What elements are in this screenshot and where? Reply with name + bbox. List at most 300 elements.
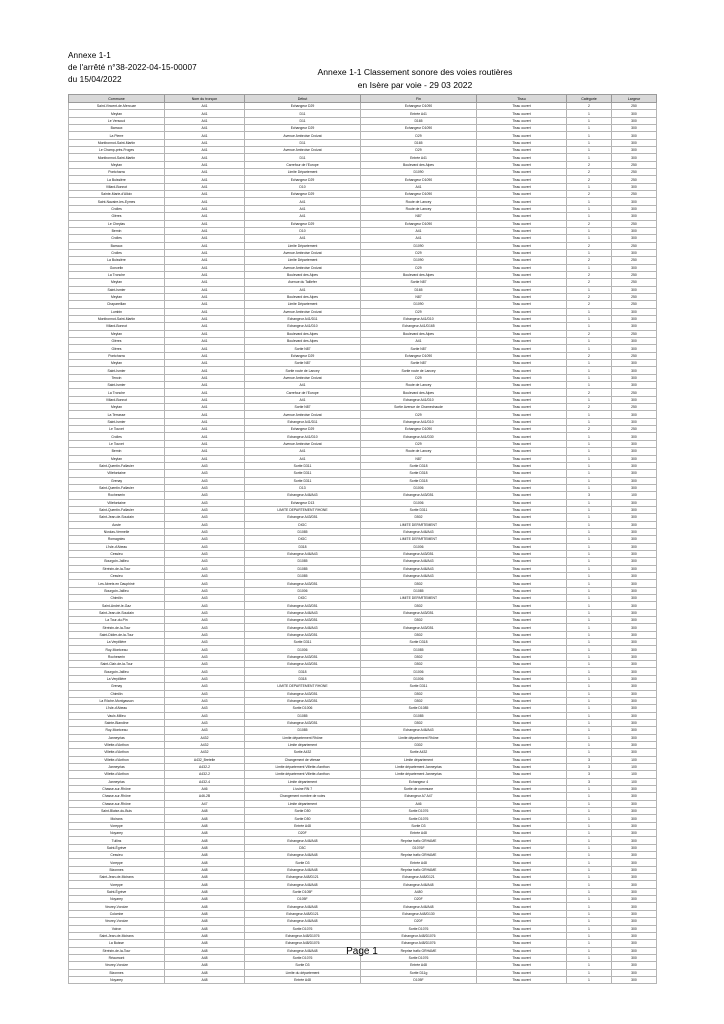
- noise-classification-table: [68, 94, 657, 984]
- table-cell-4: Tissu ouvert: [477, 528, 567, 535]
- table-cell-3: Boulevard des Alpes: [361, 389, 477, 396]
- table-row: [69, 367, 657, 374]
- table-cell-5: 2: [567, 330, 612, 337]
- table-cell-6: 300: [612, 881, 657, 888]
- table-cell-6: 300: [612, 749, 657, 756]
- table-row: [69, 191, 657, 198]
- table-cell-4: Tissu ouvert: [477, 191, 567, 198]
- table-cell-0: Bizonnes: [69, 866, 165, 873]
- table-row: [69, 565, 657, 572]
- table-cell-5: 1: [567, 125, 612, 132]
- table-cell-4: Tissu ouvert: [477, 543, 567, 550]
- table-cell-6: 300: [612, 213, 657, 220]
- table-cell-4: Tissu ouvert: [477, 763, 567, 770]
- table-cell-3: Sortie D1076: [361, 808, 477, 815]
- table-row: [69, 962, 657, 969]
- table-cell-2: Avenue Ambroise Croizat: [245, 440, 361, 447]
- table-cell-3: LIMITE DEPARTEMENT: [361, 536, 477, 543]
- table-cell-0: Janneyrias: [69, 763, 165, 770]
- table-cell-3: D1006: [361, 675, 477, 682]
- table-row: [69, 749, 657, 756]
- table-cell-3: Sortie D1076: [361, 954, 477, 961]
- column-header-commune: Commune: [69, 95, 165, 103]
- table-cell-3: D1006: [361, 499, 477, 506]
- table-cell-6: 100: [612, 763, 657, 770]
- table-cell-4: Tissu ouvert: [477, 227, 567, 234]
- table-cell-1: A41: [165, 264, 245, 271]
- table-cell-0: Sérézin-de-la-Tour: [69, 947, 165, 954]
- table-cell-6: 100: [612, 771, 657, 778]
- table-cell-2: D1085: [245, 558, 361, 565]
- table-cell-3: Echangeur A41/D30: [361, 433, 477, 440]
- table-cell-6: 300: [612, 837, 657, 844]
- table-cell-6: 250: [612, 191, 657, 198]
- table-cell-2: A41: [245, 235, 361, 242]
- table-cell-4: Tissu ouvert: [477, 697, 567, 704]
- page-title: [250, 66, 580, 93]
- table-cell-1: A43: [165, 609, 245, 616]
- table-cell-6: 300: [612, 976, 657, 983]
- table-cell-5: 1: [567, 117, 612, 124]
- table-cell-4: Tissu ouvert: [477, 315, 567, 322]
- table-cell-5: 1: [567, 440, 612, 447]
- table-cell-3: Reprise trafic GRHAME: [361, 947, 477, 954]
- table-cell-4: Tissu ouvert: [477, 293, 567, 300]
- table-cell-6: 300: [612, 808, 657, 815]
- table-row: [69, 741, 657, 748]
- table-cell-5: 1: [567, 976, 612, 983]
- table-cell-2: Sortie N87: [245, 360, 361, 367]
- table-cell-5: 3: [567, 778, 612, 785]
- table-cell-4: Tissu ouvert: [477, 859, 567, 866]
- table-cell-1: A43: [165, 639, 245, 646]
- table-row: [69, 756, 657, 763]
- table-cell-4: Tissu ouvert: [477, 345, 567, 352]
- table-cell-0: Saint-Quentin-Fallavier: [69, 462, 165, 469]
- table-cell-1: A43: [165, 492, 245, 499]
- table-row: [69, 462, 657, 469]
- table-cell-1: A41: [165, 279, 245, 286]
- table-row: [69, 712, 657, 719]
- table-cell-6: 300: [612, 947, 657, 954]
- table-cell-4: Tissu ouvert: [477, 205, 567, 212]
- table-cell-3: Echangeur A46/A48: [361, 903, 477, 910]
- table-cell-0: Pontcharra: [69, 169, 165, 176]
- table-cell-0: Saint-Nazaire-les-Eymes: [69, 198, 165, 205]
- table-cell-0: Chapareillan: [69, 301, 165, 308]
- table-cell-1: A48: [165, 925, 245, 932]
- table-row: [69, 918, 657, 925]
- table-cell-5: 2: [567, 404, 612, 411]
- table-cell-0: La Buissière: [69, 176, 165, 183]
- table-cell-0: Noyarey: [69, 896, 165, 903]
- page-title-line1: Annexe 1-1 Classement sonore des voies routières: [317, 67, 513, 77]
- table-cell-2: Echangeur A41/D11: [245, 315, 361, 322]
- table-row: [69, 587, 657, 594]
- table-cell-5: 2: [567, 220, 612, 227]
- table-cell-6: 300: [612, 462, 657, 469]
- table-cell-3: D165: [361, 117, 477, 124]
- table-cell-6: 300: [612, 822, 657, 829]
- table-cell-5: 1: [567, 683, 612, 690]
- table-cell-4: Tissu ouvert: [477, 301, 567, 308]
- table-cell-0: Meylan: [69, 404, 165, 411]
- table-cell-0: L'Isle-d'Abeau: [69, 705, 165, 712]
- table-cell-2: A41: [245, 198, 361, 205]
- table-cell-2: Echangeur A43/D51: [245, 602, 361, 609]
- table-cell-0: Villette-d'Anthon: [69, 749, 165, 756]
- table-cell-6: 250: [612, 169, 657, 176]
- table-cell-1: A41: [165, 330, 245, 337]
- table-cell-1: A41: [165, 374, 245, 381]
- table-cell-4: Tissu ouvert: [477, 132, 567, 139]
- table-row: [69, 411, 657, 418]
- table-row: [69, 183, 657, 190]
- table-cell-1: A41: [165, 110, 245, 117]
- table-cell-3: D29: [361, 308, 477, 315]
- table-cell-6: 250: [612, 242, 657, 249]
- table-cell-0: Rocheserin: [69, 492, 165, 499]
- table-row: [69, 242, 657, 249]
- table-cell-2: Limite Département: [245, 301, 361, 308]
- table-cell-1: A43: [165, 550, 245, 557]
- table-cell-4: Tissu ouvert: [477, 433, 567, 440]
- table-cell-0: Voreppe: [69, 859, 165, 866]
- table-cell-0: La Buisse: [69, 940, 165, 947]
- table-cell-1: A432: [165, 734, 245, 741]
- table-cell-1: A48: [165, 822, 245, 829]
- table-cell-5: 1: [567, 925, 612, 932]
- table-cell-6: 300: [612, 785, 657, 792]
- table-cell-0: Sérézin-de-la-Tour: [69, 624, 165, 631]
- table-cell-0: Montbonnot-Saint-Martin: [69, 139, 165, 146]
- table-cell-5: 1: [567, 727, 612, 734]
- table-cell-5: 1: [567, 154, 612, 161]
- table-cell-0: Noyarey: [69, 830, 165, 837]
- table-cell-5: 1: [567, 741, 612, 748]
- table-row: [69, 969, 657, 976]
- table-cell-6: 250: [612, 352, 657, 359]
- table-cell-4: Tissu ouvert: [477, 808, 567, 815]
- table-cell-3: Sortie D318: [361, 462, 477, 469]
- table-cell-6: 300: [612, 719, 657, 726]
- table-cell-1: A48: [165, 910, 245, 917]
- table-cell-3: Sortie D318: [361, 470, 477, 477]
- table-cell-6: 250: [612, 176, 657, 183]
- table-cell-6: 300: [612, 396, 657, 403]
- table-cell-4: Tissu ouvert: [477, 308, 567, 315]
- table-cell-6: 300: [612, 690, 657, 697]
- table-cell-3: D29: [361, 147, 477, 154]
- table-cell-5: 1: [567, 506, 612, 513]
- table-cell-5: 1: [567, 719, 612, 726]
- table-row: [69, 734, 657, 741]
- table-cell-2: Sortie D311: [245, 477, 361, 484]
- table-cell-0: Chasse-sur-Rhône: [69, 800, 165, 807]
- table-cell-1: A43: [165, 602, 245, 609]
- table-cell-0: Janneyrias: [69, 734, 165, 741]
- table-cell-4: Tissu ouvert: [477, 749, 567, 756]
- table-cell-6: 300: [612, 896, 657, 903]
- table-cell-3: D29: [361, 440, 477, 447]
- table-cell-1: A41: [165, 154, 245, 161]
- table-cell-4: Tissu ouvert: [477, 404, 567, 411]
- table-row: [69, 536, 657, 543]
- table-cell-0: Bernin: [69, 448, 165, 455]
- table-cell-4: Tissu ouvert: [477, 323, 567, 330]
- table-cell-4: Tissu ouvert: [477, 925, 567, 932]
- table-cell-3: D502: [361, 690, 477, 697]
- table-cell-2: Echangeur A43/D51: [245, 719, 361, 726]
- table-cell-2: Sortie D311: [245, 639, 361, 646]
- table-cell-4: Tissu ouvert: [477, 198, 567, 205]
- table-cell-2: D1085: [245, 528, 361, 535]
- table-cell-0: Villette-d'Anthon: [69, 771, 165, 778]
- table-cell-4: Tissu ouvert: [477, 910, 567, 917]
- table-row: [69, 925, 657, 932]
- table-cell-2: A41: [245, 455, 361, 462]
- table-row: [69, 345, 657, 352]
- table-row: [69, 235, 657, 242]
- table-cell-4: Tissu ouvert: [477, 492, 567, 499]
- table-row: [69, 506, 657, 513]
- table-cell-4: Tissu ouvert: [477, 279, 567, 286]
- table-cell-4: Tissu ouvert: [477, 595, 567, 602]
- table-cell-5: 1: [567, 954, 612, 961]
- table-cell-3: D29: [361, 249, 477, 256]
- table-cell-5: 1: [567, 477, 612, 484]
- table-cell-0: Cessieu: [69, 550, 165, 557]
- table-cell-0: Veurey-Voroize: [69, 903, 165, 910]
- table-cell-0: Chasse-sur-Rhône: [69, 785, 165, 792]
- table-cell-6: 300: [612, 815, 657, 822]
- table-cell-3: Echangeur 4: [361, 778, 477, 785]
- table-cell-5: 1: [567, 433, 612, 440]
- table-cell-5: 1: [567, 602, 612, 609]
- table-cell-1: A41: [165, 125, 245, 132]
- table-cell-3: Echangeur A46/A48: [361, 881, 477, 888]
- table-cell-5: 1: [567, 631, 612, 638]
- table-row: [69, 653, 657, 660]
- table-cell-0: Villard-Bonnot: [69, 323, 165, 330]
- table-cell-1: A48: [165, 969, 245, 976]
- table-cell-1: A46: [165, 785, 245, 792]
- table-row: [69, 558, 657, 565]
- table-cell-3: D502: [361, 697, 477, 704]
- table-cell-6: 300: [612, 646, 657, 653]
- table-cell-5: 1: [567, 940, 612, 947]
- table-cell-6: 250: [612, 389, 657, 396]
- table-cell-3: D1090: [361, 169, 477, 176]
- table-cell-3: D165: [361, 139, 477, 146]
- table-cell-4: Tissu ouvert: [477, 624, 567, 631]
- table-cell-3: Limite département: [361, 756, 477, 763]
- table-cell-3: Limite département Janneyrias: [361, 763, 477, 770]
- table-cell-1: A41: [165, 169, 245, 176]
- table-cell-4: Tissu ouvert: [477, 558, 567, 565]
- table-cell-3: Route de Lancey: [361, 198, 477, 205]
- column-header-debut: Début: [245, 95, 361, 103]
- table-cell-6: 300: [612, 227, 657, 234]
- table-cell-6: 300: [612, 433, 657, 440]
- table-cell-2: Entrée A48: [245, 822, 361, 829]
- table-cell-6: 300: [612, 110, 657, 117]
- table-cell-1: A48: [165, 903, 245, 910]
- table-cell-0: Saint-Vincent-de-Mercuze: [69, 103, 165, 110]
- table-cell-5: 1: [567, 264, 612, 271]
- table-row: [69, 426, 657, 433]
- table-cell-6: 300: [612, 793, 657, 800]
- table-cell-1: A43: [165, 697, 245, 704]
- table-cell-5: 1: [567, 785, 612, 792]
- table-cell-2: Avenue Ambroise Croizat: [245, 374, 361, 381]
- table-cell-6: 300: [612, 338, 657, 345]
- table-cell-3: Sortie D318: [361, 477, 477, 484]
- table-cell-3: D29: [361, 411, 477, 418]
- table-cell-2: Echangeur A41/D10: [245, 323, 361, 330]
- table-cell-1: A432: [165, 749, 245, 756]
- table-cell-0: Saint-Jean-de-Moirans: [69, 932, 165, 939]
- table-cell-1: A43: [165, 536, 245, 543]
- annex-header-line2: de l'arrêté n°38-2022-04-15-00007: [68, 62, 197, 72]
- table-cell-2: D318: [245, 668, 361, 675]
- table-cell-4: Tissu ouvert: [477, 771, 567, 778]
- table-cell-4: Tissu ouvert: [477, 954, 567, 961]
- table-cell-2: DIGC: [245, 521, 361, 528]
- table-cell-1: A41: [165, 323, 245, 330]
- table-cell-1: A43: [165, 580, 245, 587]
- table-row: [69, 147, 657, 154]
- table-cell-2: Sortie D50: [245, 808, 361, 815]
- table-cell-1: A41: [165, 191, 245, 198]
- table-cell-1: A48: [165, 888, 245, 895]
- table-cell-1: A41: [165, 235, 245, 242]
- table-cell-3: Sortie Avenue de Chamechaude: [361, 404, 477, 411]
- table-cell-3: Boulevard des Alpes: [361, 161, 477, 168]
- table-row: [69, 528, 657, 535]
- table-cell-6: 300: [612, 888, 657, 895]
- table-cell-6: 300: [612, 132, 657, 139]
- table-cell-4: Tissu ouvert: [477, 874, 567, 881]
- table-cell-1: A43: [165, 683, 245, 690]
- table-row: [69, 205, 657, 212]
- table-row: [69, 382, 657, 389]
- table-cell-5: 1: [567, 705, 612, 712]
- table-cell-0: Saint-André-le-Gaz: [69, 602, 165, 609]
- table-cell-5: 1: [567, 411, 612, 418]
- table-cell-1: A48: [165, 954, 245, 961]
- table-cell-1: A48: [165, 852, 245, 859]
- table-cell-5: 1: [567, 837, 612, 844]
- table-cell-0: Voreppe: [69, 881, 165, 888]
- table-cell-0: Saint-Égrève: [69, 844, 165, 851]
- table-cell-5: 1: [567, 139, 612, 146]
- table-cell-3: D502: [361, 602, 477, 609]
- table-cell-1: A41: [165, 132, 245, 139]
- table-row: [69, 352, 657, 359]
- table-cell-3: Sortie D1076: [361, 815, 477, 822]
- table-cell-6: 300: [612, 374, 657, 381]
- table-cell-6: 300: [612, 918, 657, 925]
- table-cell-5: 3: [567, 763, 612, 770]
- table-cell-5: 1: [567, 800, 612, 807]
- table-row: [69, 521, 657, 528]
- table-cell-6: 300: [612, 697, 657, 704]
- table-cell-6: 300: [612, 925, 657, 932]
- table-cell-6: 100: [612, 756, 657, 763]
- annex-header-line1: Annexe 1-1: [68, 51, 111, 60]
- table-cell-6: 300: [612, 595, 657, 602]
- table-cell-3: Echangeur A46/A43: [361, 528, 477, 535]
- table-cell-6: 300: [612, 286, 657, 293]
- table-cell-4: Tissu ouvert: [477, 484, 567, 491]
- table-cell-4: Tissu ouvert: [477, 800, 567, 807]
- table-cell-6: 300: [612, 800, 657, 807]
- table-cell-5: 1: [567, 550, 612, 557]
- table-row: [69, 169, 657, 176]
- table-cell-2: Sortie A432: [245, 749, 361, 756]
- table-cell-0: Saint-Jean-de-Moirans: [69, 874, 165, 881]
- table-row: [69, 301, 657, 308]
- table-cell-0: Montbonnot-Saint-Martin: [69, 315, 165, 322]
- table-cell-3: D502: [361, 661, 477, 668]
- table-row: [69, 639, 657, 646]
- table-cell-2: D11: [245, 139, 361, 146]
- table-cell-0: Saint-Quentin-Fallavier: [69, 484, 165, 491]
- table-cell-0: Barraux: [69, 242, 165, 249]
- table-cell-3: Echangeur A43/D51: [361, 624, 477, 631]
- table-cell-5: 1: [567, 969, 612, 976]
- table-cell-3: Echangeur D1090: [361, 176, 477, 183]
- table-cell-2: Echangeur A43/D51: [245, 617, 361, 624]
- table-cell-4: Tissu ouvert: [477, 139, 567, 146]
- table-cell-4: Tissu ouvert: [477, 455, 567, 462]
- table-row: [69, 117, 657, 124]
- table-cell-0: Crolles: [69, 205, 165, 212]
- table-cell-5: 1: [567, 808, 612, 815]
- table-cell-4: Tissu ouvert: [477, 903, 567, 910]
- table-cell-6: 100: [612, 492, 657, 499]
- table-row: [69, 315, 657, 322]
- table-cell-6: 300: [612, 602, 657, 609]
- table-cell-6: 300: [612, 580, 657, 587]
- table-cell-0: Gières: [69, 345, 165, 352]
- table-cell-5: 1: [567, 418, 612, 425]
- table-cell-4: Tissu ouvert: [477, 147, 567, 154]
- table-cell-3: D29: [361, 132, 477, 139]
- table-cell-4: Tissu ouvert: [477, 536, 567, 543]
- table-cell-4: Tissu ouvert: [477, 778, 567, 785]
- table-row: [69, 910, 657, 917]
- table-cell-2: Echangeur D29: [245, 426, 361, 433]
- table-cell-3: D20F: [361, 918, 477, 925]
- table-cell-0: Bourgoin-Jallieu: [69, 587, 165, 594]
- table-cell-4: Tissu ouvert: [477, 690, 567, 697]
- table-cell-1: A41: [165, 367, 245, 374]
- table-cell-1: A48: [165, 815, 245, 822]
- table-cell-6: 250: [612, 161, 657, 168]
- table-cell-6: 300: [612, 727, 657, 734]
- table-cell-5: 2: [567, 426, 612, 433]
- table-cell-0: La Rôche-Montgasson: [69, 697, 165, 704]
- table-cell-2: D13: [245, 484, 361, 491]
- table-cell-5: 1: [567, 396, 612, 403]
- table-cell-5: 1: [567, 639, 612, 646]
- table-cell-6: 300: [612, 455, 657, 462]
- table-cell-0: Saint-Ismier: [69, 286, 165, 293]
- table-row: [69, 514, 657, 521]
- table-cell-0: La Tronche: [69, 271, 165, 278]
